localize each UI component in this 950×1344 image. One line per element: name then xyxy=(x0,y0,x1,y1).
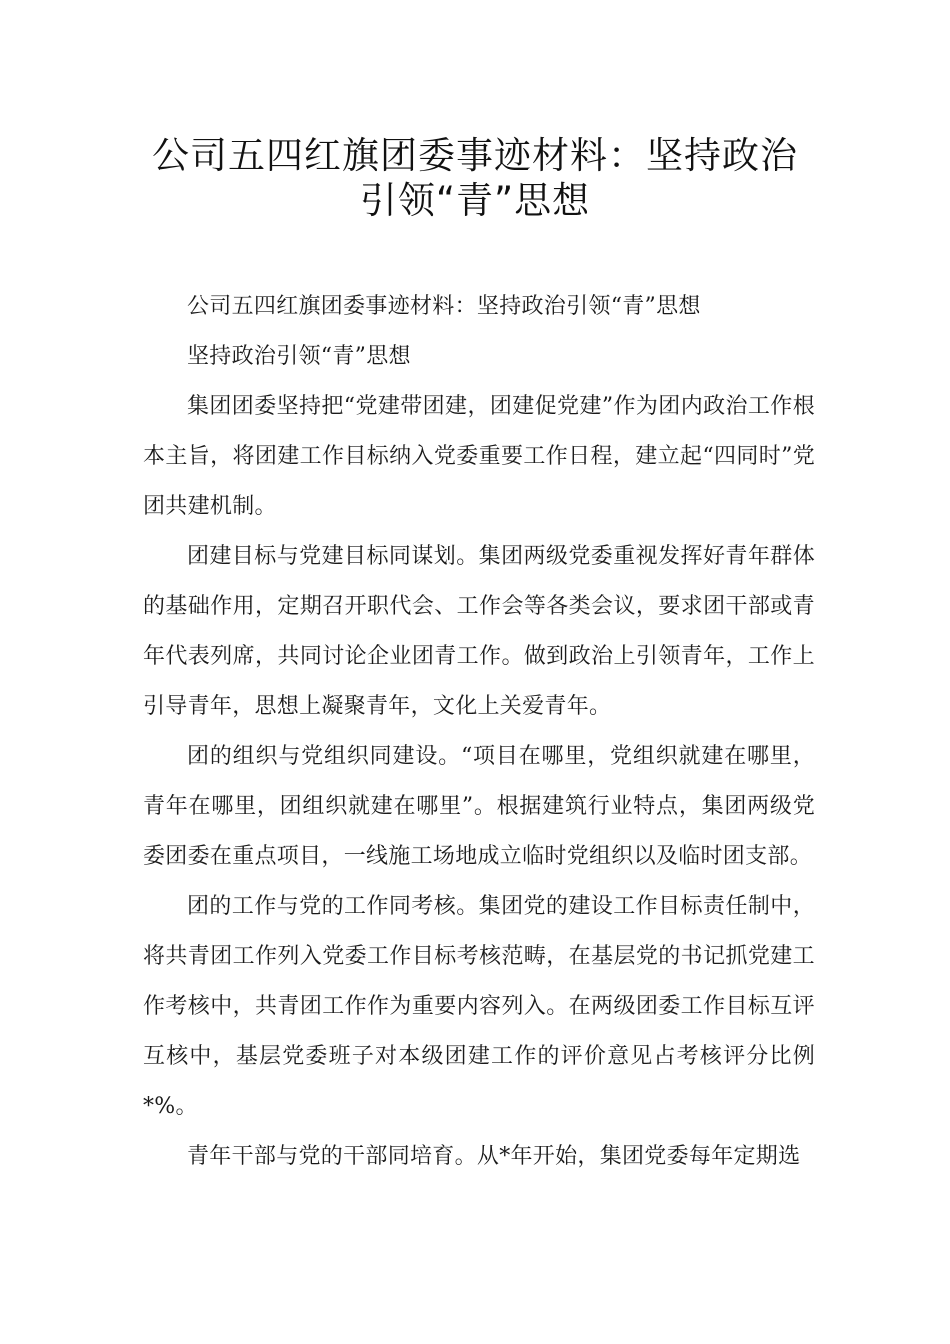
paragraph-goal-planning: 团建目标与党建目标同谋划。集团两级党委重视发挥好青年群体的基础作用，定期召开职代会、工作会等各类会议，要求团干部或青年代表列席，共同讨论企业团青工作。做到政治上引领青年，工作上引导青年，思想上凝聚青年，文化上关爱青年。 xyxy=(143,544,815,719)
paragraph-subheading: 坚持政治引领“青”思想 xyxy=(187,344,411,369)
paragraph-cadre-training: 青年干部与党的干部同培育。从*年开始，集团党委每年定期选 xyxy=(187,1144,801,1169)
paragraph-repeated-title: 公司五四红旗团委事迹材料：坚持政治引领“青”思想 xyxy=(187,294,701,319)
paragraph-work-assessment: 团的工作与党的工作同考核。集团党的建设工作目标责任制中，将共青团工作列入党委工作目标考核范畴，在基层党的书记抓党建工作考核中，共青团工作作为重要内容列入。在两级团委工作目标互评互核中，基层党委班子对本级团建工作的评价意见占考核评分比例*%。 xyxy=(143,894,815,1119)
paragraph-organization-building: 团的组织与党组织同建设。“项目在哪里，党组织就建在哪里，青年在哪里，团组织就建在哪里”。根据建筑行业特点，集团两级党委团委在重点项目，一线施工场地成立临时党组织以及临时团支部。 xyxy=(143,744,815,869)
document-title-line-1: 公司五四红旗团委事迹材料：坚持政治 xyxy=(152,134,798,177)
document-title-line-2: 引领“青”思想 xyxy=(359,179,591,222)
paragraph-intro: 集团团委坚持把“党建带团建，团建促党建”作为团内政治工作根本主旨，将团建工作目标纳入党委重要工作日程，建立起“四同时”党团共建机制。 xyxy=(143,394,815,519)
document-body xyxy=(143,282,815,1182)
